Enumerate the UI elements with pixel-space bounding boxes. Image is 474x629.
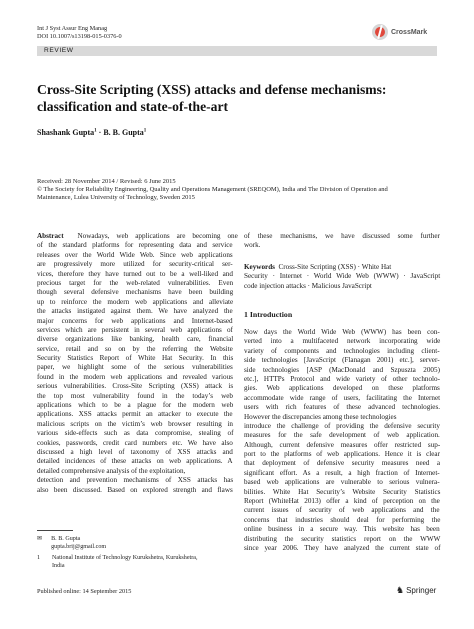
- contact-name: B. B. Gupta: [51, 536, 81, 542]
- received-dates: Received: 28 November 2014 / Revised: 6 June 2015: [37, 178, 176, 185]
- section-label: REVIEW: [44, 46, 74, 54]
- spacer: [244, 251, 440, 263]
- crossmark-label: CrossMark: [391, 28, 428, 36]
- affil-text: [37, 555, 227, 571]
- abstract-line: service, retail and so on by the referring the Website: [37, 344, 233, 353]
- affiliation-footnote: [37, 555, 227, 571]
- affil-line: India: [52, 562, 65, 569]
- introduction-line: distributing the security statistics report on the WWW: [244, 534, 441, 543]
- keywords-line: code injection attacks · Malicious JavaScript: [244, 281, 372, 290]
- keywords-line: Security · Internet · World Wide Web (WWW) · JavaScript: [244, 272, 441, 281]
- introduction-line: concerns that industries should deal for performing the: [244, 515, 441, 524]
- title-line: Cross-Site Scripting (XSS) attacks and defense mechanisms:: [37, 82, 387, 97]
- abstract-line: serious vulnerabilities. Cross-Site Scripting (XSS) attack is: [37, 382, 234, 391]
- abstract-line: precious target for the web-related vulnerabilities. Even: [37, 278, 234, 287]
- abstract-line: malicious scripts on the victim’s web browser resulting in: [37, 419, 234, 428]
- right-column-top: [244, 232, 440, 291]
- introduction-line: bilities. White Hat Security’s Website Security Statistics: [244, 487, 441, 496]
- abstract-line: the top most vulnerability found in the today’s web: [37, 391, 233, 400]
- abstract-line: services which are persistent in several web applications of: [37, 325, 233, 334]
- author-name[interactable]: Shashank Gupta: [37, 128, 95, 137]
- copyright-line: Maintenance, Lulea University of Technology, Sweden 2015: [37, 194, 195, 202]
- introduction-line: Report (WhiteHat 2013) offer a kind of perception on the: [244, 497, 440, 506]
- springer-horse-icon: ♞: [396, 585, 405, 595]
- abstract-line: major concerns for web applications and Internet-based: [37, 316, 233, 325]
- footnote-rule: [37, 530, 73, 531]
- author-separator: ·: [98, 128, 102, 137]
- corresponding-author: [37, 536, 106, 552]
- introduction-line: variety of components and technologies including client-: [244, 346, 440, 355]
- abstract-line: up to reinforce the modern web applications and alleviate: [37, 297, 234, 306]
- abstract-line: vices, therefore they have turned out to be a well-liked and: [37, 269, 233, 278]
- abstract: [37, 232, 238, 495]
- author-name[interactable]: B. B. Gupta: [103, 128, 144, 137]
- contact-email[interactable]: gupta.brij@gmail.com: [51, 543, 107, 550]
- introduction-line: accommodate wide range of users, facilitating the Internet: [244, 393, 441, 402]
- abstract-line: cookies, passwords, credit card numbers etc. We have also: [37, 438, 233, 447]
- contact-block: [51, 536, 106, 552]
- abstract-line: detection and prevention mechanisms of XSS attacks has: [37, 476, 234, 485]
- abstract-line: Security Statistics Report of White Hat Security. In this: [37, 354, 234, 363]
- introduction-line: current issues of security of web applications and the: [244, 506, 440, 515]
- abstract-text: Nowadays, web applications are becoming one: [77, 232, 238, 240]
- affil-mark: 1: [37, 555, 41, 561]
- keywords-first-line: [244, 263, 440, 272]
- article-title: [37, 81, 457, 115]
- keywords-label: Keywords: [244, 262, 275, 271]
- abstract-line: are progressively more utilized for security-critical ser-: [37, 260, 233, 269]
- keywords-text: Cross-Site Scripting (XSS) · White Hat: [278, 262, 392, 271]
- abstract-line: applications. XSS attacks permit an attacker to execute the: [37, 410, 233, 419]
- journal-name: Int J Syst Assur Eng Manag: [37, 25, 108, 32]
- introduction-line: introduce the challenge of providing the defensive security: [244, 421, 440, 430]
- published-online-date: Published online: 14 September 2015: [37, 588, 132, 595]
- author-affil-mark: 1: [94, 128, 97, 134]
- author-affil-mark: 1: [143, 128, 147, 134]
- introduction-line: However the discrepancies among these technologies: [244, 412, 397, 421]
- springer-logo[interactable]: [396, 585, 436, 596]
- abstract-first-line: [37, 232, 238, 241]
- introduction-line: Although, current defensive measures offer restricted sup-: [244, 440, 441, 449]
- abstract-line: detailed incidences of these attacks on web applications. A: [37, 457, 233, 466]
- abstract-body: [37, 241, 233, 495]
- abstract-line: the attacks instigated against them. We have analyzed the: [37, 307, 233, 316]
- copyright-notice: [37, 186, 447, 202]
- abstract-line: of the standard platforms for representing data and service: [37, 241, 233, 250]
- introduction-line: measures for the safe development of web application.: [244, 431, 440, 440]
- introduction-body: [244, 328, 440, 553]
- envelope-icon: ✉: [37, 536, 43, 542]
- introduction-line: since year 2006. They have analyzed the current state of: [244, 543, 441, 552]
- abstract-line: also been discussed. Based on explored strength and flaws: [37, 485, 233, 494]
- introduction-line: gies. Web applications developed on these platforms: [244, 384, 440, 393]
- section-bar: [37, 46, 437, 56]
- abstract-line: diverse organizations like banking, health care, financial: [37, 335, 234, 344]
- author-list: [37, 128, 146, 137]
- introduction-line: side technologies [JavaScript (Flanagan 2001) etc.], server-: [244, 356, 440, 365]
- abstract-line: paper, we highlight some of the serious vulnerabilities: [37, 363, 233, 372]
- affil-line: National Institute of Technology Kurukshetra, Kurukshetra,: [52, 555, 198, 561]
- doi[interactable]: DOI 10.1007/s13198-015-0376-0: [37, 33, 122, 40]
- abstract-line: discussed a high level of taxonomy of XSS attacks and: [37, 447, 233, 456]
- introduction-line: etc.], HTTPs Protocol and wide variety of other technolo-: [244, 374, 440, 383]
- abstract-label: Abstract: [37, 232, 64, 240]
- abstract-continuation-line: of these mechanisms, we have discussed some further: [244, 232, 440, 240]
- section-heading-introduction: 1 Introduction: [244, 310, 293, 319]
- introduction-line: Now days the World Wide Web (WWW) has been con-: [244, 328, 440, 336]
- introduction-line: port to the platforms of web applications. Hence it is clear: [244, 450, 440, 459]
- introduction-line: users with rich features of these advanced technologies.: [244, 403, 441, 412]
- crossmark-badge[interactable]: [372, 24, 427, 40]
- abstract-line: detailed comprehensive analysis of the exploitation,: [37, 466, 186, 475]
- abstract-continuation: [244, 232, 440, 251]
- title-line: classification and state-of-the-art: [37, 99, 229, 114]
- introduction-line: based web applications are vulnerable to serious vulnera-: [244, 478, 440, 487]
- abstract-line: applications which to be a plague for the modern web: [37, 401, 234, 410]
- introduction-line: significant effort. As a result, a high fraction of Internet-: [244, 468, 440, 477]
- introduction-line: online business in a secure way. This website has been: [244, 525, 440, 534]
- abstract-line: various side-effects such as data compromise, stealing of: [37, 429, 234, 438]
- abstract-line: found in the modern web applications and revealed various: [37, 372, 233, 381]
- introduction-line: that deployment of defensive security measures need a: [244, 459, 441, 468]
- abstract-continuation-line: work.: [244, 241, 261, 250]
- publisher-name: Springer: [406, 586, 437, 595]
- abstract-line: though several defensive mechanisms have been building: [37, 288, 234, 297]
- introduction-line: verted into a multifaceted network incorporating wide: [244, 337, 441, 346]
- copyright-line: © The Society for Reliability Engineering, Quality and Operations Management (SREQOM), India and The Division of Operation and: [37, 186, 388, 193]
- abstract-line: releases over the World Wide Web. Since web applications: [37, 250, 233, 259]
- introduction-line: side technologies [ASP (MacDonald and Szpuszta 2005): [244, 365, 440, 374]
- crossmark-icon: [372, 24, 388, 40]
